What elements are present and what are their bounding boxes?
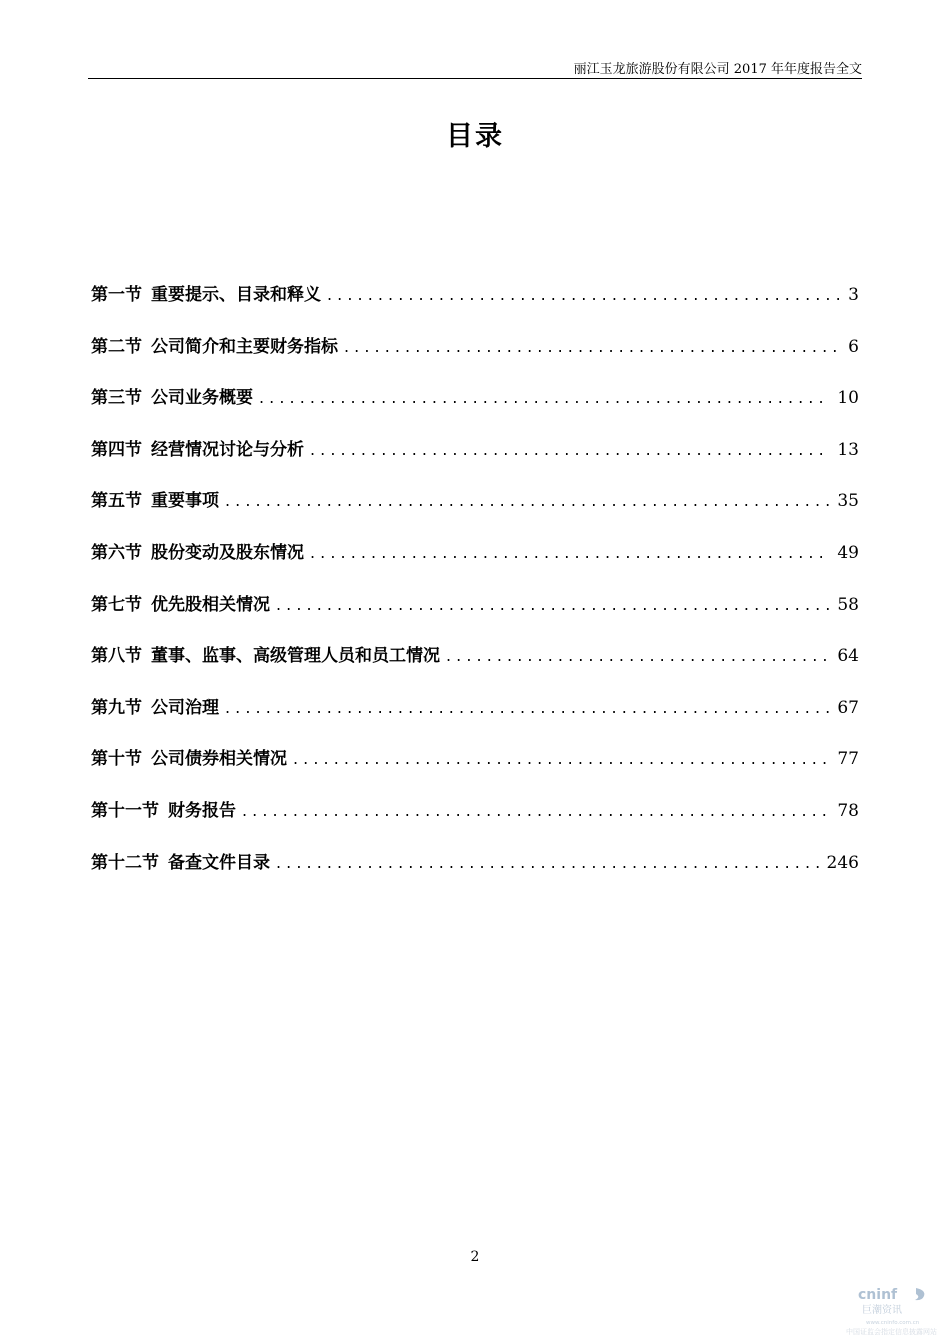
toc-page-number: 13	[837, 439, 859, 460]
toc-leader-dots	[225, 489, 829, 513]
toc-page-number: 10	[837, 388, 859, 409]
table-of-contents	[91, 283, 859, 902]
watermark-logo-subtext: 巨潮资讯	[862, 1305, 902, 1316]
page-header	[88, 56, 862, 79]
watermark-url: www.cninfo.com.cn	[866, 1320, 920, 1326]
toc-page-number: 58	[837, 594, 859, 615]
toc-title: 重要事项	[151, 491, 219, 512]
toc-entry[interactable]	[91, 696, 859, 748]
toc-section: 第三节	[91, 388, 142, 409]
toc-leader-dots	[293, 747, 829, 771]
cninfo-watermark-logo	[846, 1283, 942, 1337]
toc-page-number: 67	[837, 697, 859, 718]
toc-title: 董事、监事、高级管理人员和员工情况	[151, 646, 440, 667]
toc-section: 第七节	[91, 594, 142, 615]
toc-entry[interactable]	[91, 747, 859, 799]
toc-leader-dots	[327, 283, 840, 307]
toc-leader-dots	[259, 386, 829, 410]
toc-entry[interactable]	[91, 283, 859, 335]
watermark-caption: 中国证监会指定信息披露网站	[846, 1328, 937, 1336]
toc-entry[interactable]	[91, 335, 859, 387]
toc-title: 公司治理	[151, 697, 219, 718]
toc-page-number: 246	[826, 852, 859, 873]
toc-page-number: 49	[837, 542, 859, 563]
toc-leader-dots	[446, 644, 829, 668]
header-text: 丽江玉龙旅游股份有限公司 2017 年年度报告全文	[573, 62, 862, 77]
toc-entry[interactable]	[91, 644, 859, 696]
toc-leader-dots	[276, 851, 819, 875]
toc-title: 优先股相关情况	[151, 594, 270, 615]
toc-entry[interactable]	[91, 593, 859, 645]
toc-section: 第五节	[91, 491, 142, 512]
toc-section: 第四节	[91, 439, 142, 460]
toc-section: 第十二节	[91, 852, 159, 873]
toc-entry[interactable]	[91, 851, 859, 903]
toc-page-number: 35	[837, 491, 859, 512]
footer-page-number: 2	[470, 1249, 480, 1265]
toc-section: 第十节	[91, 749, 142, 770]
toc-section: 第九节	[91, 697, 142, 718]
toc-title: 财务报告	[168, 800, 236, 821]
toc-section: 第十一节	[91, 800, 159, 821]
toc-page-number: 64	[837, 646, 859, 667]
watermark-logo-text: cninf	[858, 1287, 898, 1303]
toc-entry[interactable]	[91, 386, 859, 438]
toc-leader-dots	[310, 541, 829, 565]
toc-page-number: 6	[848, 336, 859, 357]
toc-page-number: 3	[848, 285, 859, 305]
toc-title: 公司简介和主要财务指标	[151, 336, 338, 357]
toc-page-number: 78	[837, 800, 859, 821]
toc-section: 第八节	[91, 646, 142, 667]
watermark-swirl-icon	[915, 1288, 924, 1300]
toc-title: 重要提示、目录和释义	[151, 285, 321, 305]
toc-section: 第二节	[91, 336, 142, 357]
toc-title: 股份变动及股东情况	[151, 542, 304, 563]
toc-entry[interactable]	[91, 799, 859, 851]
toc-leader-dots	[242, 799, 829, 823]
page-title: 目录	[446, 121, 504, 152]
toc-leader-dots	[225, 696, 829, 720]
toc-page-number: 77	[837, 749, 859, 770]
toc-title: 经营情况讨论与分析	[151, 439, 304, 460]
toc-entry[interactable]	[91, 489, 859, 541]
toc-title: 备查文件目录	[168, 852, 270, 873]
toc-entry[interactable]	[91, 438, 859, 490]
toc-leader-dots	[276, 593, 829, 617]
toc-section: 第六节	[91, 542, 142, 563]
toc-title: 公司业务概要	[151, 388, 253, 409]
toc-leader-dots	[344, 335, 840, 359]
toc-leader-dots	[310, 438, 829, 462]
toc-entry[interactable]	[91, 541, 859, 593]
toc-section: 第一节	[91, 285, 142, 305]
toc-title: 公司债券相关情况	[151, 749, 287, 770]
